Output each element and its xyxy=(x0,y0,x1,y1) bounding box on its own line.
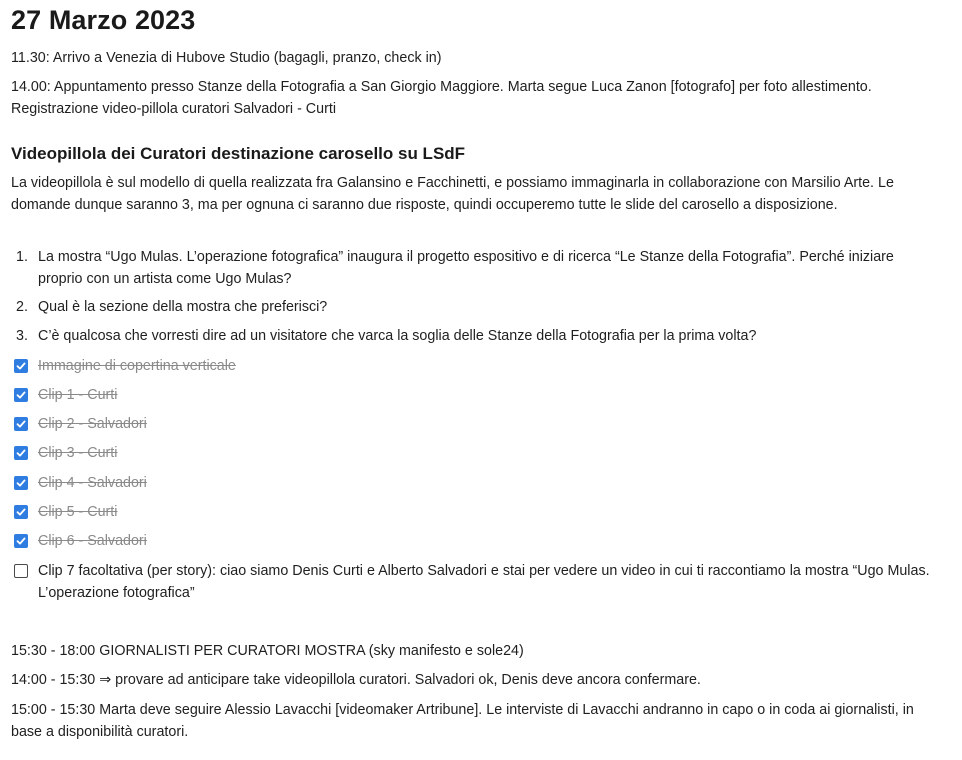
checkbox-checked[interactable] xyxy=(14,446,28,460)
question-item[interactable] xyxy=(11,297,936,319)
section-heading[interactable]: Videopillola dei Curatori destinazione carosello su LSdF xyxy=(11,144,466,163)
intro-line-arrival[interactable]: 11.30: Arrivo a Venezia di Hubove Studio (bagagli, pranzo, check in) xyxy=(11,50,442,66)
checkbox-checked[interactable] xyxy=(14,534,28,548)
page-title[interactable]: 27 Marzo 2023 xyxy=(11,5,196,35)
checkmark-icon xyxy=(16,390,26,400)
question-number: 2. xyxy=(16,299,28,315)
checkbox-unchecked[interactable] xyxy=(14,564,28,578)
checklist-item xyxy=(11,385,936,407)
checklist-item xyxy=(11,443,936,465)
checkmark-icon xyxy=(16,478,26,488)
checkmark-icon xyxy=(16,419,26,429)
checklist-item-label[interactable]: Clip 2 - Salvadori xyxy=(38,416,147,432)
checkbox-checked[interactable] xyxy=(14,417,28,431)
checklist-item xyxy=(11,356,936,378)
schedule-line-videopillola[interactable]: 14:00 - 15:30 ⇒ provare ad anticipare take videopillola curatori. Salvadori ok, Denis deve ancora confermare. xyxy=(11,672,701,688)
checklist-item xyxy=(11,473,936,495)
checklist-item-label[interactable]: Clip 1 - Curti xyxy=(38,387,118,403)
question-item[interactable] xyxy=(11,247,936,290)
checklist-item-label[interactable]: Clip 6 - Salvadori xyxy=(38,533,147,549)
checklist-item xyxy=(11,561,936,604)
checkmark-icon xyxy=(16,361,26,371)
section-description[interactable]: La videopillola è sul modello di quella realizzata fra Galansino e Facchinetti, e possiamo immaginarla in collaborazione con Marsilio Arte. Le domande dunque saranno 3, ma per ognuna ci saranno due risposte, quindi occuperemo tutte le slide del carosello a disposizione. xyxy=(11,175,894,213)
question-text: Qual è la sezione della mostra che preferisci? xyxy=(38,299,328,315)
checklist-item-label[interactable]: Clip 5 - Curti xyxy=(38,504,118,520)
checklist-item xyxy=(11,414,936,436)
checklist-item-label[interactable]: Clip 3 - Curti xyxy=(38,445,118,461)
schedule-line-journalists[interactable]: 15:30 - 18:00 GIORNALISTI PER CURATORI MOSTRA (sky manifesto e sole24) xyxy=(11,643,524,659)
checkmark-icon xyxy=(16,536,26,546)
checklist-item-label[interactable]: Immagine di copertina verticale xyxy=(38,358,236,374)
checkbox-checked[interactable] xyxy=(14,388,28,402)
checklist-item-label[interactable]: Clip 7 facoltativa (per story): ciao siamo Denis Curti e Alberto Salvadori e stai per vedere un video in cui ti raccontiamo la mostra “Ugo Mulas. L’operazione fotografica” xyxy=(38,563,930,601)
checkbox-checked[interactable] xyxy=(14,505,28,519)
checkmark-icon xyxy=(16,448,26,458)
checklist-item-label[interactable]: Clip 4 - Salvadori xyxy=(38,475,147,491)
question-number: 3. xyxy=(16,328,28,344)
question-item[interactable] xyxy=(11,326,936,348)
checklist-item xyxy=(11,502,936,524)
schedule-line-lavacchi[interactable]: 15:00 - 15:30 Marta deve seguire Alessio Lavacchi [videomaker Artribune]. Le interviste di Lavacchi andranno in capo o in coda ai giornalisti, in base a disponibilità curatori. xyxy=(11,702,914,740)
intro-line-appointment[interactable]: 14.00: Appuntamento presso Stanze della Fotografia a San Giorgio Maggiore. Marta segue Luca Zanon [fotografo] per foto allestimento. Registrazione video-pillola curatori Salvadori - Curti xyxy=(11,79,872,117)
checkbox-checked[interactable] xyxy=(14,359,28,373)
checklist-item xyxy=(11,531,936,553)
question-number: 1. xyxy=(16,249,28,265)
checkmark-icon xyxy=(16,507,26,517)
question-text: C’è qualcosa che vorresti dire ad un visitatore che varca la soglia delle Stanze della Fotografia per la prima volta? xyxy=(38,328,757,344)
question-text: La mostra “Ugo Mulas. L’operazione fotografica” inaugura il progetto espositivo e di ricerca “Le Stanze della Fotografia”. Perché iniziare proprio con un artista come Ugo Mulas? xyxy=(38,249,894,287)
checkbox-checked[interactable] xyxy=(14,476,28,490)
